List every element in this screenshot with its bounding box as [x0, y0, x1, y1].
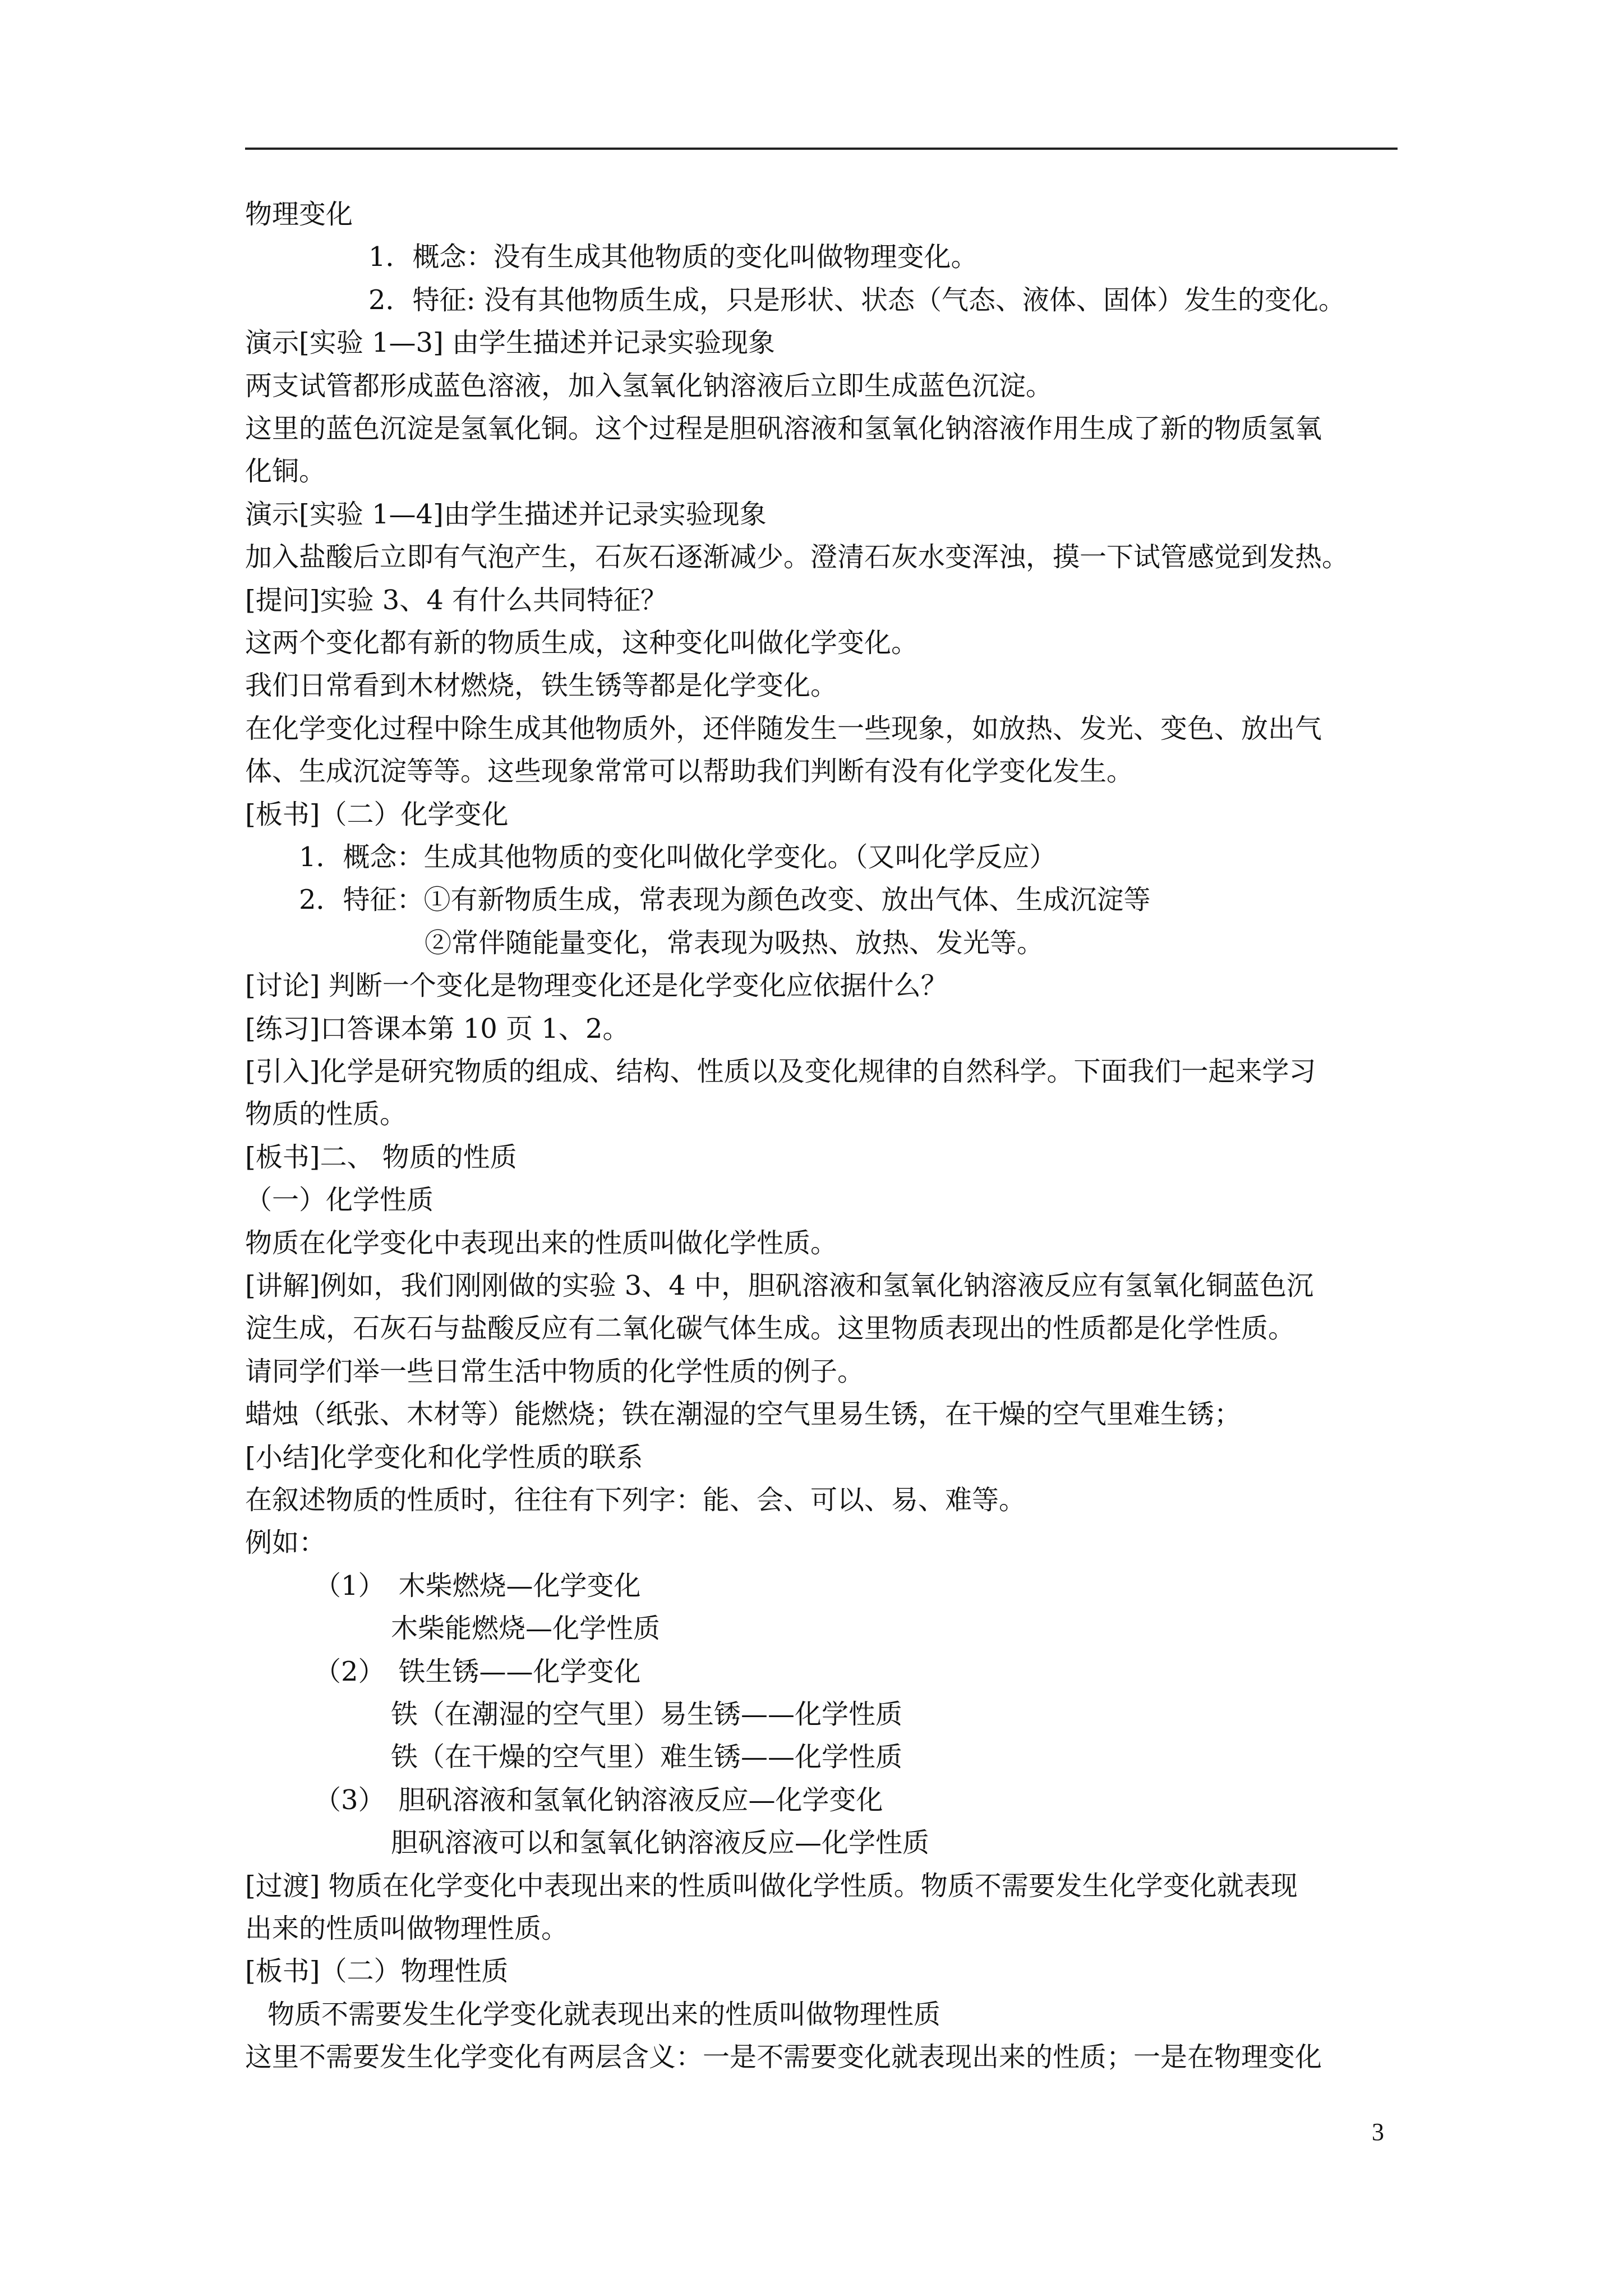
text-line: （3） 胆矾溶液和氢氧化钠溶液反应—化学变化 [314, 1784, 883, 1816]
text-line: 请同学们举一些日常生活中物质的化学性质的例子。 [245, 1356, 865, 1387]
text-line: [过渡] 物质在化学变化中表现出来的性质叫做化学性质。物质不需要发生化学变化就表现 [245, 1870, 1298, 1902]
text-line: 铁（在潮湿的空气里）易生锈——化学性质 [391, 1699, 903, 1730]
text-line: 这两个变化都有新的物质生成，这种变化叫做化学变化。 [245, 627, 919, 659]
text-line: （一）化学性质 [245, 1184, 434, 1216]
page-number: 3 [1372, 2118, 1384, 2146]
text-line: 这里的蓝色沉淀是氢氧化铜。这个过程是胆矾溶液和氢氧化钠溶液作用生成了新的物质氢氧 [245, 413, 1322, 444]
text-line: 蜡烛（纸张、木材等）能燃烧；铁在潮湿的空气里易生锈，在干燥的空气里难生锈； [245, 1398, 1242, 1430]
text-line: [小结]化学变化和化学性质的联系 [245, 1442, 643, 1473]
text-line: [板书]（二）物理性质 [245, 1955, 509, 1987]
text-line: 2．特征: 没有其他物质生成，只是形状、状态（气态、液体、固体）发生的变化。 [368, 284, 1345, 316]
text-line: [讨论] 判断一个变化是物理变化还是化学变化应依据什么？ [245, 970, 948, 1001]
text-line: 1．概念：没有生成其他物质的变化叫做物理变化。 [368, 241, 978, 273]
text-line: 物质不需要发生化学变化就表现出来的性质叫做物理性质 [268, 1999, 941, 2030]
text-line: 物理变化 [245, 199, 353, 230]
text-line: [板书]（二）化学变化 [245, 799, 509, 830]
text-line: [讲解]例如，我们刚刚做的实验 3、4 中，胆矾溶液和氢氧化钠溶液反应有氢氧化铜蓝色沉 [245, 1270, 1314, 1301]
text-line: [练习]口答课本第 10 页 1、2。 [245, 1013, 630, 1045]
text-line: 我们日常看到木材燃烧，铁生锈等都是化学变化。 [245, 670, 838, 701]
text-line: 加入盐酸后立即有气泡产生，石灰石逐渐减少。澄清石灰水变浑浊，摸一下试管感觉到发热。 [245, 541, 1349, 573]
text-line: 物质在化学变化中表现出来的性质叫做化学性质。 [245, 1227, 838, 1259]
text-line: ②常伴随能量变化，常表现为吸热、放热、发光等。 [425, 927, 1044, 959]
text-line: 演示[实验 1—4]由学生描述并记录实验现象 [245, 499, 767, 530]
text-line: [提问]实验 3、4 有什么共同特征？ [245, 585, 668, 616]
text-line: 在化学变化过程中除生成其他物质外，还伴随发生一些现象，如放热、发光、变色、放出气 [245, 713, 1322, 744]
text-line: 铁（在干燥的空气里）难生锈——化学性质 [391, 1741, 903, 1773]
text-line: （1） 木柴燃烧—化学变化 [314, 1570, 641, 1602]
text-line: 两支试管都形成蓝色溶液，加入氢氧化钠溶液后立即生成蓝色沉淀。 [245, 370, 1053, 402]
text-line: 木柴能燃烧—化学性质 [391, 1613, 661, 1644]
text-line: 物质的性质。 [245, 1098, 407, 1130]
text-line: 出来的性质叫做物理性质。 [245, 1913, 569, 1944]
text-line: 这里不需要发生化学变化有两层含义：一是不需要变化就表现出来的性质；一是在物理变化 [245, 2041, 1322, 2073]
text-line: 体、生成沉淀等等。这些现象常常可以帮助我们判断有没有化学变化发生。 [245, 756, 1134, 787]
text-line: [引入]化学是研究物质的组成、结构、性质以及变化规律的自然科学。下面我们一起来学习 [245, 1056, 1316, 1087]
text-line: 胆矾溶液可以和氢氧化钠溶液反应—化学性质 [391, 1827, 930, 1858]
text-line: 演示[实验 1—3] 由学生描述并记录实验现象 [245, 327, 776, 358]
text-line: （2） 铁生锈——化学变化 [314, 1656, 641, 1687]
text-line: 在叙述物质的性质时，往往有下列字：能、会、可以、易、难等。 [245, 1484, 1026, 1516]
text-line: 1．概念：生成其他物质的变化叫做化学变化。（又叫化学反应） [299, 841, 1057, 873]
text-line: 淀生成，石灰石与盐酸反应有二氧化碳气体生成。这里物质表现出的性质都是化学性质。 [245, 1313, 1295, 1344]
text-line: 2．特征：①有新物质生成，常表现为颜色改变、放出气体、生成沉淀等 [299, 884, 1151, 915]
text-line: [板书]二、 物质的性质 [245, 1142, 517, 1173]
text-line: 化铜。 [245, 455, 326, 487]
header-rule [245, 148, 1398, 150]
text-line: 例如： [245, 1527, 326, 1558]
